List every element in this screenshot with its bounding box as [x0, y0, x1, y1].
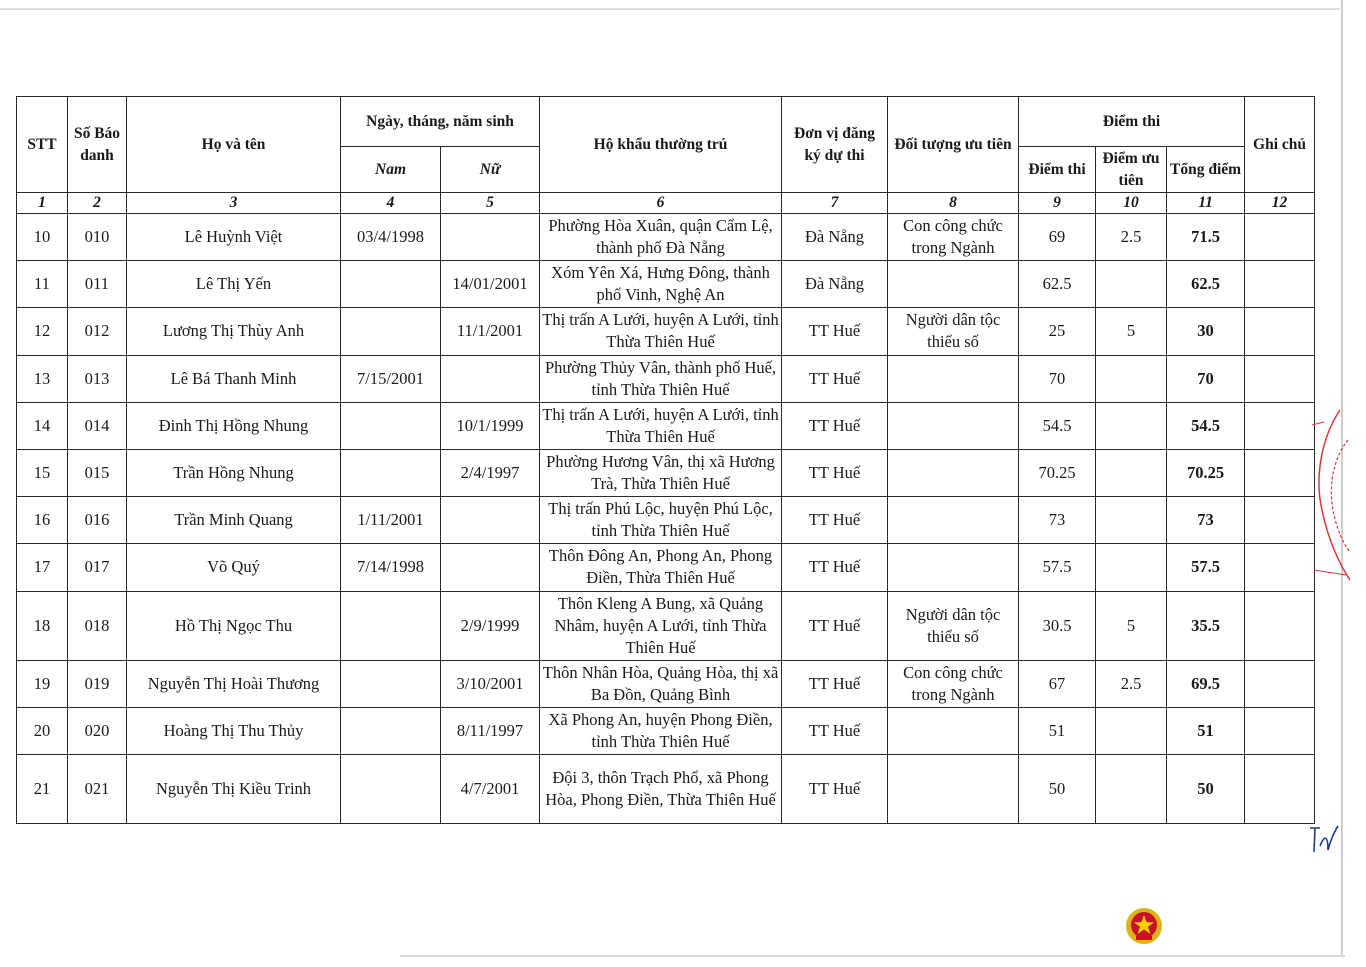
cell-doi-tuong	[888, 544, 1019, 591]
cell-ho-ten: Nguyễn Thị Hoài Thương	[127, 660, 341, 707]
cell-ho-ten: Hồ Thị Ngọc Thu	[127, 591, 341, 660]
cell-diem-uu-tien: 5	[1096, 591, 1167, 660]
cell-diem-thi: 67	[1019, 660, 1096, 707]
header-don-vi: Đơn vị đăng ký dự thi	[782, 97, 888, 193]
cell-doi-tuong	[888, 261, 1019, 308]
cell-diem-thi: 57.5	[1019, 544, 1096, 591]
cell-ho-khau: Thị trấn Phú Lộc, huyện Phú Lộc, tỉnh Thừa Thiên Huế	[540, 497, 782, 544]
cell-so-bao-danh: 018	[68, 591, 127, 660]
cell-stt: 13	[17, 355, 68, 402]
cell-ngay-sinh-nu: 3/10/2001	[441, 660, 540, 707]
cell-diem-uu-tien	[1096, 402, 1167, 449]
cell-diem-thi: 54.5	[1019, 402, 1096, 449]
cell-ngay-sinh-nu	[441, 214, 540, 261]
cell-ngay-sinh-nam	[341, 402, 441, 449]
cell-so-bao-danh: 021	[68, 754, 127, 823]
cell-don-vi: TT Huế	[782, 308, 888, 355]
cell-ngay-sinh-nam	[341, 591, 441, 660]
cell-don-vi: TT Huế	[782, 497, 888, 544]
cell-don-vi: TT Huế	[782, 591, 888, 660]
cell-ghi-chu	[1245, 707, 1315, 754]
table-row	[17, 660, 1315, 707]
cell-doi-tuong: Con công chức trong Ngành	[888, 214, 1019, 261]
column-number: 4	[341, 193, 441, 214]
cell-ghi-chu	[1245, 355, 1315, 402]
cell-ghi-chu	[1245, 308, 1315, 355]
cell-stt: 21	[17, 754, 68, 823]
cell-ghi-chu	[1245, 402, 1315, 449]
results-table	[16, 96, 1315, 824]
cell-diem-uu-tien	[1096, 261, 1167, 308]
cell-so-bao-danh: 014	[68, 402, 127, 449]
cell-ho-ten: Lương Thị Thùy Anh	[127, 308, 341, 355]
cell-ngay-sinh-nam	[341, 707, 441, 754]
cell-ho-khau: Phường Hòa Xuân, quận Cẩm Lệ, thành phố Đà Nẵng	[540, 214, 782, 261]
cell-ghi-chu	[1245, 591, 1315, 660]
cell-ho-khau: Thôn Đông An, Phong An, Phong Điền, Thừa Thiên Huế	[540, 544, 782, 591]
cell-diem-uu-tien: 2.5	[1096, 214, 1167, 261]
cell-tong-diem: 69.5	[1167, 660, 1245, 707]
cell-ngay-sinh-nu: 2/4/1997	[441, 449, 540, 496]
cell-diem-uu-tien: 2.5	[1096, 660, 1167, 707]
cell-tong-diem: 54.5	[1167, 402, 1245, 449]
cell-diem-thi: 69	[1019, 214, 1096, 261]
header-tong-diem: Tổng điểm	[1167, 147, 1245, 193]
cell-stt: 18	[17, 591, 68, 660]
cell-ho-khau: Xã Phong An, huyện Phong Điền, tỉnh Thừa Thiên Huế	[540, 707, 782, 754]
cell-stt: 15	[17, 449, 68, 496]
cell-doi-tuong	[888, 754, 1019, 823]
cell-doi-tuong	[888, 449, 1019, 496]
table-row	[17, 707, 1315, 754]
cell-so-bao-danh: 010	[68, 214, 127, 261]
cell-ghi-chu	[1245, 544, 1315, 591]
cell-diem-thi: 30.5	[1019, 591, 1096, 660]
cell-stt: 12	[17, 308, 68, 355]
cell-diem-uu-tien	[1096, 355, 1167, 402]
cell-ghi-chu	[1245, 497, 1315, 544]
cell-diem-thi: 50	[1019, 754, 1096, 823]
column-number-row	[17, 193, 1315, 214]
cell-ngay-sinh-nu	[441, 544, 540, 591]
cell-don-vi: TT Huế	[782, 754, 888, 823]
cell-diem-thi: 70	[1019, 355, 1096, 402]
cell-diem-thi: 70.25	[1019, 449, 1096, 496]
header-ho-khau: Hộ khẩu thường trú	[540, 97, 782, 193]
table-row	[17, 261, 1315, 308]
table-row	[17, 449, 1315, 496]
cell-ngay-sinh-nu: 14/01/2001	[441, 261, 540, 308]
column-number: 9	[1019, 193, 1096, 214]
table-header	[17, 97, 1315, 214]
column-number: 6	[540, 193, 782, 214]
cell-stt: 16	[17, 497, 68, 544]
cell-so-bao-danh: 015	[68, 449, 127, 496]
cell-diem-uu-tien	[1096, 449, 1167, 496]
cell-ngay-sinh-nu: 8/11/1997	[441, 707, 540, 754]
cell-ngay-sinh-nu: 4/7/2001	[441, 754, 540, 823]
table-row	[17, 497, 1315, 544]
cell-ghi-chu	[1245, 449, 1315, 496]
cell-ho-khau: Thị trấn A Lưới, huyện A Lưới, tỉnh Thừa Thiên Huế	[540, 402, 782, 449]
cell-ngay-sinh-nam	[341, 449, 441, 496]
cell-doi-tuong: Người dân tộc thiểu số	[888, 591, 1019, 660]
cell-diem-thi: 25	[1019, 308, 1096, 355]
cell-ngay-sinh-nam: 7/14/1998	[341, 544, 441, 591]
column-number: 12	[1245, 193, 1315, 214]
cell-ghi-chu	[1245, 754, 1315, 823]
cell-ngay-sinh-nu	[441, 355, 540, 402]
cell-don-vi: TT Huế	[782, 544, 888, 591]
table-row	[17, 355, 1315, 402]
cell-doi-tuong	[888, 402, 1019, 449]
cell-ngay-sinh-nam	[341, 754, 441, 823]
table-row	[17, 214, 1315, 261]
cell-ghi-chu	[1245, 214, 1315, 261]
cell-tong-diem: 30	[1167, 308, 1245, 355]
cell-ngay-sinh-nam: 1/11/2001	[341, 497, 441, 544]
column-number: 3	[127, 193, 341, 214]
cell-so-bao-danh: 017	[68, 544, 127, 591]
scan-top-edge	[0, 8, 1340, 10]
cell-ho-ten: Võ Quý	[127, 544, 341, 591]
cell-stt: 11	[17, 261, 68, 308]
table-row	[17, 402, 1315, 449]
cell-tong-diem: 35.5	[1167, 591, 1245, 660]
cell-diem-uu-tien	[1096, 497, 1167, 544]
cell-tong-diem: 57.5	[1167, 544, 1245, 591]
cell-tong-diem: 73	[1167, 497, 1245, 544]
column-number: 2	[68, 193, 127, 214]
table-row	[17, 591, 1315, 660]
cell-so-bao-danh: 016	[68, 497, 127, 544]
cell-ngay-sinh-nu: 10/1/1999	[441, 402, 540, 449]
cell-ngay-sinh-nu: 2/9/1999	[441, 591, 540, 660]
cell-tong-diem: 71.5	[1167, 214, 1245, 261]
cell-ghi-chu	[1245, 261, 1315, 308]
header-diem-thi: Điểm thi	[1019, 147, 1096, 193]
cell-diem-uu-tien: 5	[1096, 308, 1167, 355]
cell-tong-diem: 62.5	[1167, 261, 1245, 308]
header-so-bao-danh: Số Báo danh	[68, 97, 127, 193]
header-doi-tuong: Đối tượng ưu tiên	[888, 97, 1019, 193]
column-number: 10	[1096, 193, 1167, 214]
cell-doi-tuong	[888, 707, 1019, 754]
cell-doi-tuong	[888, 497, 1019, 544]
cell-don-vi: Đà Nẵng	[782, 261, 888, 308]
cell-ho-khau: Thôn Kleng A Bung, xã Quảng Nhâm, huyện A Lưới, tỉnh Thừa Thiên Huế	[540, 591, 782, 660]
table-row	[17, 308, 1315, 355]
cell-ngay-sinh-nam: 7/15/2001	[341, 355, 441, 402]
cell-ho-ten: Trần Minh Quang	[127, 497, 341, 544]
cell-diem-thi: 62.5	[1019, 261, 1096, 308]
table-row	[17, 544, 1315, 591]
cell-ho-khau: Xóm Yên Xá, Hưng Đông, thành phố Vinh, Nghệ An	[540, 261, 782, 308]
header-diem-thi-group: Điểm thi	[1019, 97, 1245, 147]
cell-stt: 14	[17, 402, 68, 449]
cell-ho-khau: Thôn Nhân Hòa, Quảng Hòa, thị xã Ba Đồn, Quảng Bình	[540, 660, 782, 707]
cell-stt: 20	[17, 707, 68, 754]
cell-ngay-sinh-nu: 11/1/2001	[441, 308, 540, 355]
cell-ho-khau: Phường Hương Vân, thị xã Hương Trà, Thừa Thiên Huế	[540, 449, 782, 496]
cell-ngay-sinh-nam	[341, 660, 441, 707]
cell-don-vi: TT Huế	[782, 402, 888, 449]
cell-ho-khau: Thị trấn A Lưới, huyện A Lưới, tỉnh Thừa Thiên Huế	[540, 308, 782, 355]
cell-diem-thi: 73	[1019, 497, 1096, 544]
cell-stt: 19	[17, 660, 68, 707]
cell-ngay-sinh-nam	[341, 308, 441, 355]
cell-doi-tuong: Con công chức trong Ngành	[888, 660, 1019, 707]
table-body	[17, 214, 1315, 824]
cell-ngay-sinh-nam	[341, 261, 441, 308]
cell-ngay-sinh-nam: 03/4/1998	[341, 214, 441, 261]
cell-doi-tuong	[888, 355, 1019, 402]
cell-don-vi: TT Huế	[782, 449, 888, 496]
cell-don-vi: Đà Nẵng	[782, 214, 888, 261]
red-stamp-fragment-icon	[1310, 400, 1350, 590]
cell-so-bao-danh: 012	[68, 308, 127, 355]
cell-so-bao-danh: 019	[68, 660, 127, 707]
cell-ho-ten: Lê Thị Yến	[127, 261, 341, 308]
column-number: 11	[1167, 193, 1245, 214]
cell-ho-ten: Lê Huỳnh Việt	[127, 214, 341, 261]
cell-ghi-chu	[1245, 660, 1315, 707]
cell-stt: 10	[17, 214, 68, 261]
header-stt: STT	[17, 97, 68, 193]
cell-ho-ten: Hoàng Thị Thu Thủy	[127, 707, 341, 754]
column-number: 1	[17, 193, 68, 214]
cell-tong-diem: 70.25	[1167, 449, 1245, 496]
cell-diem-uu-tien	[1096, 707, 1167, 754]
cell-diem-uu-tien	[1096, 754, 1167, 823]
cell-so-bao-danh: 013	[68, 355, 127, 402]
header-nu: Nữ	[441, 147, 540, 193]
cell-ngay-sinh-nu	[441, 497, 540, 544]
column-number: 8	[888, 193, 1019, 214]
cell-tong-diem: 50	[1167, 754, 1245, 823]
cell-ho-ten: Lê Bá Thanh Minh	[127, 355, 341, 402]
cell-stt: 17	[17, 544, 68, 591]
cell-ho-ten: Đinh Thị Hồng Nhung	[127, 402, 341, 449]
column-number: 5	[441, 193, 540, 214]
cell-ho-ten: Trần Hồng Nhung	[127, 449, 341, 496]
cell-don-vi: TT Huế	[782, 355, 888, 402]
scan-bottom-edge	[400, 955, 1345, 957]
initials-signature-icon	[1306, 822, 1342, 858]
cell-diem-thi: 51	[1019, 707, 1096, 754]
cell-tong-diem: 70	[1167, 355, 1245, 402]
cell-diem-uu-tien	[1096, 544, 1167, 591]
header-nam: Nam	[341, 147, 441, 193]
cell-don-vi: TT Huế	[782, 707, 888, 754]
national-emblem-icon	[1124, 906, 1164, 946]
table-row	[17, 754, 1315, 823]
cell-ho-khau: Đội 3, thôn Trạch Phổ, xã Phong Hòa, Phong Điền, Thừa Thiên Huế	[540, 754, 782, 823]
header-ho-ten: Họ và tên	[127, 97, 341, 193]
header-diem-uu-tien: Điểm ưu tiên	[1096, 147, 1167, 193]
cell-so-bao-danh: 020	[68, 707, 127, 754]
cell-don-vi: TT Huế	[782, 660, 888, 707]
header-ghi-chu: Ghi chú	[1245, 97, 1315, 193]
cell-ho-ten: Nguyễn Thị Kiều Trinh	[127, 754, 341, 823]
cell-so-bao-danh: 011	[68, 261, 127, 308]
column-number: 7	[782, 193, 888, 214]
cell-tong-diem: 51	[1167, 707, 1245, 754]
header-ngay-sinh: Ngày, tháng, năm sinh	[341, 97, 540, 147]
cell-ho-khau: Phường Thủy Vân, thành phố Huế, tỉnh Thừa Thiên Huế	[540, 355, 782, 402]
cell-doi-tuong: Người dân tộc thiểu số	[888, 308, 1019, 355]
